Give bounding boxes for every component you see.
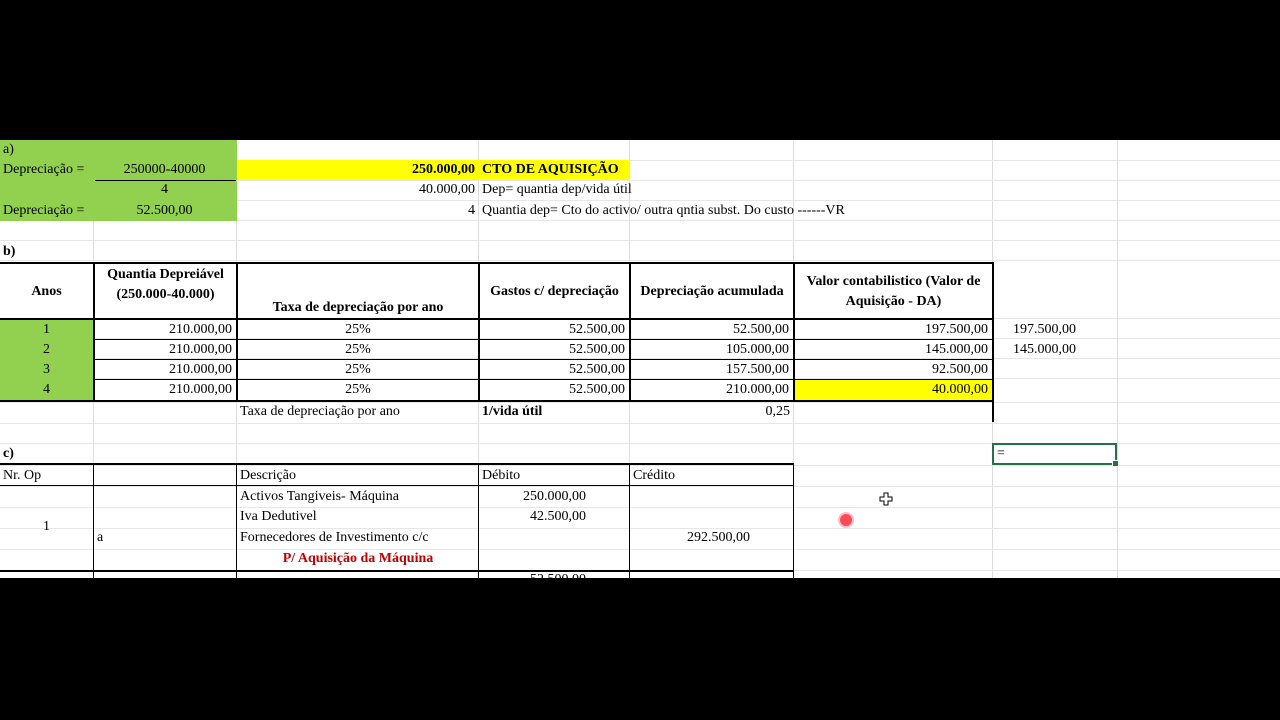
ano-cell[interactable]: 2 (43, 342, 50, 357)
gastos-cell[interactable]: 52.500,00 (569, 342, 625, 357)
extra-cell[interactable]: 145.000,00 (1013, 342, 1076, 357)
acumulada-cell[interactable]: 210.000,00 (726, 382, 789, 397)
ano-cell[interactable]: 3 (43, 362, 50, 377)
taxa-cell[interactable]: 25% (345, 362, 371, 377)
op-number[interactable]: 1 (43, 519, 50, 534)
spreadsheet[interactable] (0, 140, 1280, 587)
vida-util-value[interactable]: 4 (468, 203, 475, 218)
gridline (0, 240, 1280, 241)
header-anos[interactable]: Anos (31, 284, 62, 299)
entry-descricao[interactable]: Iva Dedutivel (240, 509, 317, 524)
entry-caption[interactable]: P/ Aquisição da Máquina (282, 551, 434, 566)
formula-divisor[interactable]: 4 (161, 182, 168, 197)
valor-cell[interactable]: 145.000,00 (925, 342, 988, 357)
entry-debito[interactable]: 42.500,00 (530, 509, 586, 524)
taxa-footer-formula[interactable]: 1/vida útil (482, 404, 543, 419)
cursor-cross-icon (879, 492, 893, 506)
header-gastos[interactable]: Gastos c/ depreciação (490, 284, 619, 299)
gastos-cell[interactable]: 52.500,00 (569, 322, 625, 337)
taxa-cell[interactable]: 25% (345, 322, 371, 337)
gridline (0, 549, 1280, 550)
gastos-cell[interactable]: 52.500,00 (569, 382, 625, 397)
valor-cell[interactable]: 40.000,00 (932, 382, 988, 397)
cto-value[interactable]: 250.000,00 (412, 162, 475, 177)
header-acumulada[interactable]: Depreciação acumulada (640, 284, 784, 299)
depreciacao-label-2[interactable]: Depreciação = (3, 203, 85, 218)
header-quantia-l2[interactable]: (250.000-40.000) (116, 287, 215, 302)
header-descricao[interactable]: Descrição (240, 468, 296, 483)
header-credito[interactable]: Crédito (633, 468, 675, 483)
active-cell[interactable] (992, 443, 1117, 465)
gridline (0, 260, 1280, 261)
acumulada-cell[interactable]: 52.500,00 (733, 322, 789, 337)
gridline (0, 423, 1280, 424)
border (793, 463, 794, 578)
header-nr-op[interactable]: Nr. Op (3, 468, 42, 483)
taxa-cell[interactable]: 25% (345, 342, 371, 357)
depreciacao-result[interactable]: 52.500,00 (136, 203, 193, 218)
gridline (0, 486, 1280, 487)
gastos-cell[interactable]: 52.500,00 (569, 362, 625, 377)
quantia-cell[interactable]: 210.000,00 (169, 342, 232, 357)
valor-cell[interactable]: 92.500,00 (932, 362, 988, 377)
header-debito[interactable]: Débito (482, 468, 521, 483)
header-taxa[interactable]: Taxa de depreciação por ano (272, 300, 444, 315)
gridline (0, 507, 1280, 508)
valor-cell[interactable]: 197.500,00 (925, 322, 988, 337)
quantia-cell[interactable]: 210.000,00 (169, 322, 232, 337)
entry-descricao[interactable]: Fornecedores de Investimento c/c (240, 530, 429, 545)
acumulada-cell[interactable]: 105.000,00 (726, 342, 789, 357)
op-letter[interactable]: a (97, 530, 104, 545)
quantia-cell[interactable]: 210.000,00 (169, 362, 232, 377)
header-valor-l1[interactable]: Valor contabilistico (Valor de (806, 274, 981, 289)
formula-numerator[interactable]: 250000-40000 (123, 162, 206, 177)
section-a-label: a) (3, 142, 14, 157)
dep-formula-note[interactable]: Dep= quantia dep/vida útil (482, 182, 632, 197)
gridline (1117, 140, 1118, 578)
taxa-footer-value[interactable]: 0,25 (765, 404, 790, 419)
ano-cell[interactable]: 4 (43, 382, 50, 397)
extra-cell[interactable]: 197.500,00 (1013, 322, 1076, 337)
entry-debito-partial[interactable]: 52.500,00 (530, 572, 586, 587)
taxa-footer-label[interactable]: Taxa de depreciação por ano (240, 404, 400, 419)
entry-descricao[interactable]: Activos Tangiveis- Máquina (240, 489, 399, 504)
section-b-label: b) (3, 244, 16, 259)
header-quantia-l1[interactable]: Quantia Depreiável (107, 267, 224, 282)
header-valor-l2[interactable]: Aquisição - DA) (845, 294, 942, 309)
ano-cell[interactable]: 1 (43, 322, 50, 337)
click-indicator-icon (840, 514, 852, 526)
border (0, 262, 993, 264)
border (0, 463, 794, 465)
vr-value[interactable]: 40.000,00 (419, 182, 475, 197)
taxa-cell[interactable]: 25% (345, 382, 371, 397)
acumulada-cell[interactable]: 157.500,00 (726, 362, 789, 377)
border (0, 570, 794, 572)
section-c-label: c) (3, 446, 14, 461)
border (93, 463, 94, 578)
entry-credito[interactable]: 292.500,00 (687, 530, 750, 545)
depreciacao-label[interactable]: Depreciação = (3, 162, 85, 177)
quantia-cell[interactable]: 210.000,00 (169, 382, 232, 397)
quantia-dep-note[interactable]: Quantia dep= Cto do activo/ outra qntia subst. Do custo ------VR (482, 203, 845, 218)
active-cell-input[interactable]: = (997, 446, 1005, 461)
entry-debito[interactable]: 250.000,00 (523, 489, 586, 504)
cto-label[interactable]: CTO DE AQUISIÇÃO (482, 162, 619, 177)
